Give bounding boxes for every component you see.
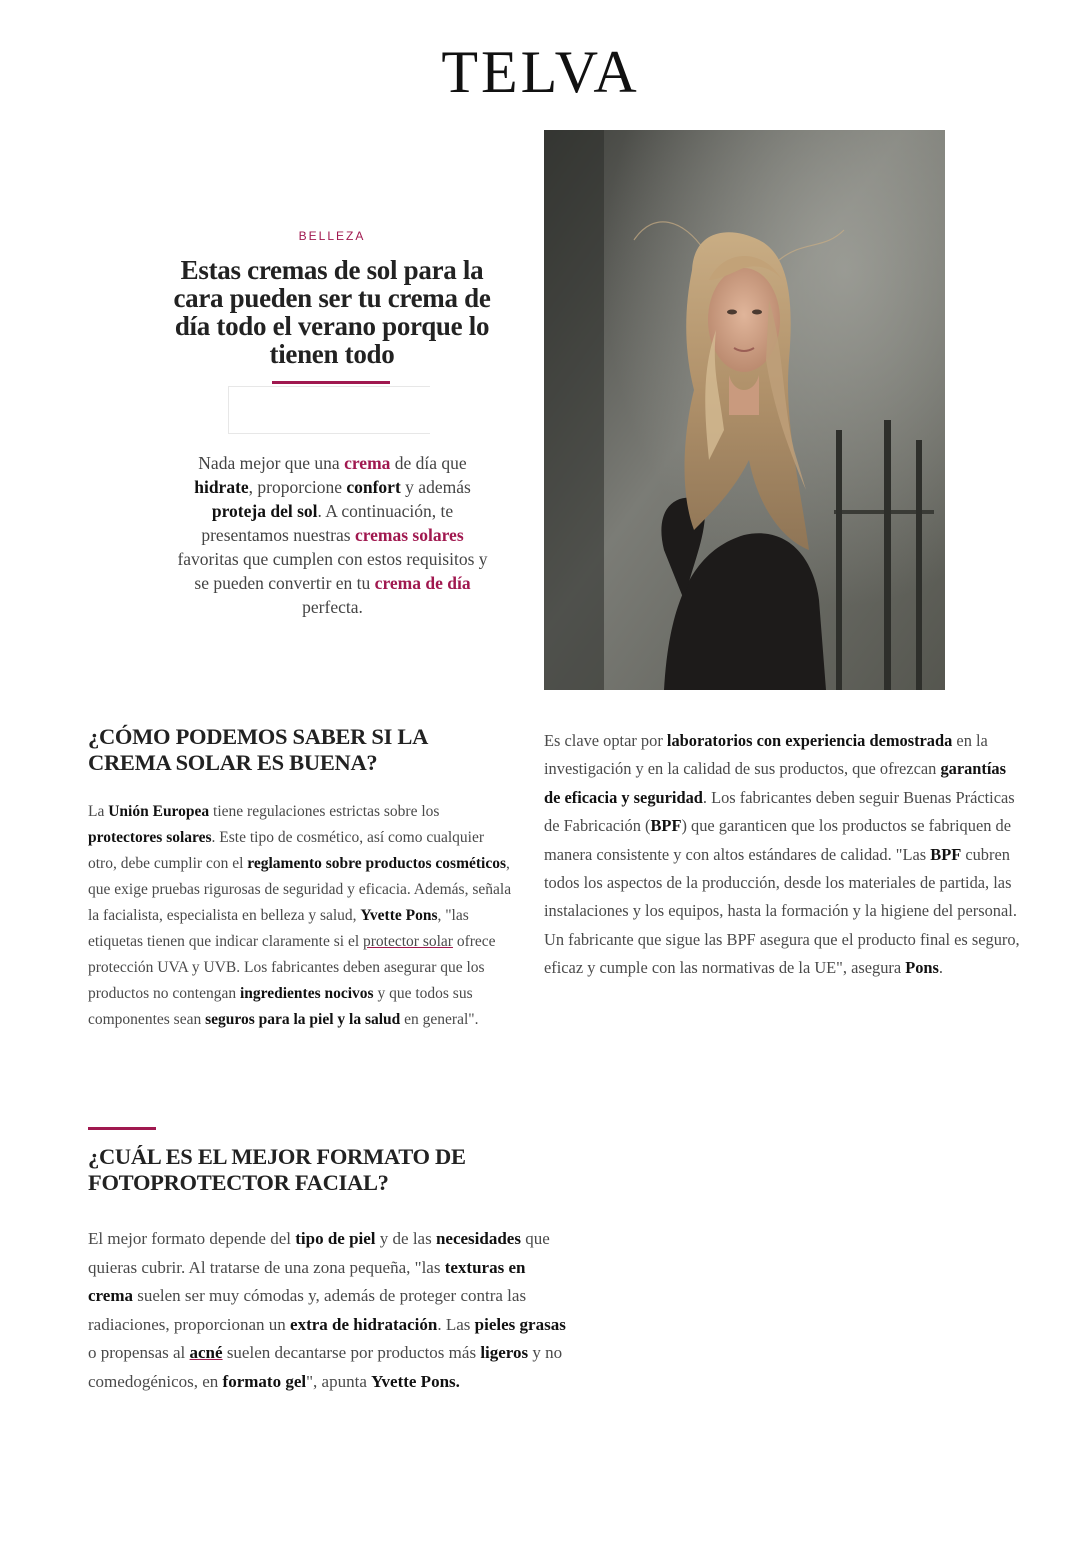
section-title-formato: ¿CUÁL ES EL MEJOR FORMATO DE FOTOPROTECTOR FACIAL?	[88, 1144, 466, 1195]
link-crema-de-dia[interactable]: crema de día	[374, 573, 471, 593]
section-paragraph-right: Es clave optar por laboratorios con experiencia demostrada en la investigación y en la calidad de sus productos, que ofrezcan garantías de eficacia y seguridad. Los fabricantes deben seguir Buenas Prácticas de Fabricación (BPF) que garanticen que los productos se fabriquen de manera consistente y con altos estándares de calidad. "Las BPF cubren todos los aspectos de la producción, desde los materiales de partida, las instalaciones y los equipos, hasta la formación y la higiene del personal. Un fabricante que sigue las BPF asegura que el producto final es seguro, eficaz y cumple con las normativas de la UE", asegura Pons.	[544, 731, 1020, 978]
section-paragraph-left: La Unión Europea tiene regulaciones estrictas sobre los protectores solares. Este tipo de cosmético, así como cualquier otro, debe cumplir con el reglamento sobre productos cosméticos, que exige pruebas rigurosas de seguridad y eficacia. Además, señala la facialista, especialista en belleza y salud, Yvette Pons, "las etiquetas tienen que indicar claramente si el protector solar ofrece protección UVA y UVB. Los fabricantes deben asegurar que los productos no contengan ingredientes nocivos y que todos sus componentes sean seguros para la piel y la salud en general".	[88, 803, 512, 1028]
link-cremas-solares[interactable]: cremas solares	[354, 525, 464, 545]
article-lead: Nada mejor que una crema de día que hidrate, proporcione confort y además proteja del sol. A continuación, te presentamos nuestras cremas solares favoritas que cumplen con estos requisitos y se pueden convertir en tu crema de día perfecta.	[177, 453, 488, 617]
link-acne[interactable]: acné	[189, 1343, 223, 1363]
link-protector-solar[interactable]: protector solar	[363, 933, 453, 950]
section-title-crema-solar: ¿CÓMO PODEMOS SABER SI LA CREMA SOLAR ES BUENA?	[88, 724, 427, 775]
section-divider	[88, 1127, 156, 1130]
headline-divider	[272, 381, 390, 384]
hero-image	[544, 130, 945, 690]
section-paragraph-formato: El mejor formato depende del tipo de piel y de las necesidades que quieras cubrir. Al tratarse de una zona pequeña, "las texturas en crema suelen ser muy cómodas y, además de proteger contra las radiaciones, proporcionan un extra de hidratación. Las pieles grasas o propensas al acné suelen decantarse por productos más ligeros y no comedogénicos, en formato gel", apunta Yvette Pons.	[88, 1229, 566, 1391]
ad-placeholder	[228, 386, 430, 434]
article-headline: Estas cremas de sol para la cara pueden ser tu crema de día todo el verano porque lo tienen todo	[173, 255, 491, 369]
article-category[interactable]: BELLEZA	[298, 229, 366, 243]
link-crema[interactable]: crema	[344, 453, 391, 473]
hero-illustration	[544, 130, 945, 690]
brand-logo[interactable]: TELVA	[441, 39, 640, 105]
